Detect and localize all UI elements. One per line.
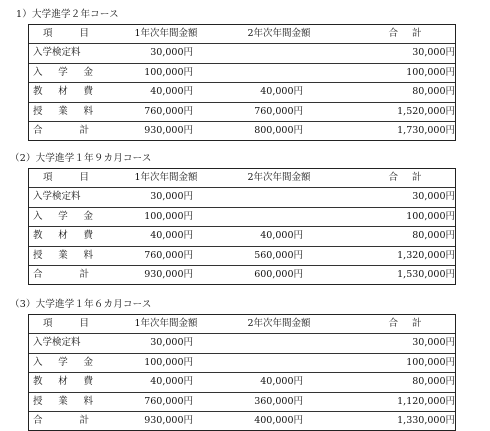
row-label: 教 材 費 (33, 86, 93, 98)
total-amount: 1,320,000円 (397, 249, 455, 261)
row-label: 入学検定料 (33, 337, 81, 349)
year1-amount: 30,000円 (150, 337, 193, 349)
row-label: 教 材 費 (33, 376, 93, 388)
table-row (29, 207, 455, 226)
row-label: 合 計 (33, 414, 89, 426)
year1-amount: 760,000円 (144, 395, 193, 407)
total-amount: 30,000円 (412, 337, 455, 349)
year2-amount: 40,000円 (260, 86, 303, 98)
year2-amount: 360,000円 (254, 395, 303, 407)
row-label: 教 材 費 (33, 230, 93, 242)
fee-table (28, 314, 456, 431)
year1-amount: 30,000円 (150, 47, 193, 59)
year2-amount: 40,000円 (260, 376, 303, 388)
total-amount: 100,000円 (406, 356, 455, 368)
total-amount: 30,000円 (412, 191, 455, 203)
year1-amount: 760,000円 (144, 249, 193, 261)
header-year1: 1年次年間金額 (134, 318, 198, 329)
year2-amount: 40,000円 (260, 230, 303, 242)
total-amount: 1,530,000円 (397, 268, 455, 280)
header-year2: 2年次年間金額 (247, 172, 311, 183)
row-label: 授 業 料 (33, 249, 93, 261)
total-amount: 1,330,000円 (397, 414, 455, 426)
row-label: 合 計 (33, 268, 89, 280)
row-label: 入学検定料 (33, 47, 81, 59)
row-label: 授 業 料 (33, 105, 93, 117)
year1-amount: 100,000円 (144, 356, 193, 368)
header-year2: 2年次年間金額 (247, 28, 311, 39)
section-title: 1）大学進学２年コース (16, 9, 119, 20)
row-label: 合 計 (33, 124, 89, 136)
year1-amount: 100,000円 (144, 210, 193, 222)
total-amount: 1,120,000円 (397, 395, 455, 407)
year1-amount: 760,000円 (144, 105, 193, 117)
year1-amount: 30,000円 (150, 191, 193, 203)
year2-amount: 560,000円 (254, 249, 303, 261)
year1-amount: 40,000円 (150, 376, 193, 388)
table-row (29, 121, 455, 140)
table-row (29, 226, 455, 245)
header-year2: 2年次年間金額 (247, 318, 311, 329)
table-row (29, 411, 455, 430)
row-label: 入 学 金 (33, 356, 93, 368)
table-header-row (29, 25, 455, 43)
table-row (29, 333, 455, 352)
year1-amount: 40,000円 (150, 86, 193, 98)
table-header-row (29, 315, 455, 333)
table-row (29, 102, 455, 121)
table-row (29, 372, 455, 391)
table-row (29, 392, 455, 411)
table-row (29, 43, 455, 62)
row-label: 入 学 金 (33, 210, 93, 222)
table-header-row (29, 169, 455, 187)
header-item: 項 目 (43, 318, 89, 329)
total-amount: 80,000円 (412, 86, 455, 98)
header-total: 合計 (388, 318, 422, 329)
fee-table (28, 24, 456, 141)
year2-amount: 800,000円 (254, 124, 303, 136)
header-year1: 1年次年間金額 (134, 172, 198, 183)
fee-table (28, 168, 456, 285)
total-amount: 100,000円 (406, 66, 455, 78)
year1-amount: 930,000円 (144, 124, 193, 136)
year1-amount: 100,000円 (144, 66, 193, 78)
header-total: 合計 (388, 172, 422, 183)
table-row (29, 353, 455, 372)
total-amount: 1,730,000円 (397, 124, 455, 136)
row-label: 入 学 金 (33, 66, 93, 78)
table-row (29, 82, 455, 101)
table-row (29, 246, 455, 265)
year2-amount: 400,000円 (254, 414, 303, 426)
total-amount: 100,000円 (406, 210, 455, 222)
table-row (29, 187, 455, 206)
table-row (29, 63, 455, 82)
header-item: 項 目 (43, 172, 89, 183)
header-total: 合計 (388, 28, 422, 39)
section-title: （2）大学進学１年９カ月コース (10, 153, 152, 164)
header-item: 項 目 (43, 28, 89, 39)
section-title: （3）大学進学１年６カ月コース (10, 299, 152, 310)
year2-amount: 760,000円 (254, 105, 303, 117)
year1-amount: 930,000円 (144, 268, 193, 280)
total-amount: 80,000円 (412, 376, 455, 388)
total-amount: 30,000円 (412, 47, 455, 59)
year1-amount: 930,000円 (144, 414, 193, 426)
row-label: 授 業 料 (33, 395, 93, 407)
total-amount: 80,000円 (412, 230, 455, 242)
year1-amount: 40,000円 (150, 230, 193, 242)
row-label: 入学検定料 (33, 191, 81, 203)
total-amount: 1,520,000円 (397, 105, 455, 117)
header-year1: 1年次年間金額 (134, 28, 198, 39)
table-row (29, 265, 455, 284)
year2-amount: 600,000円 (254, 268, 303, 280)
